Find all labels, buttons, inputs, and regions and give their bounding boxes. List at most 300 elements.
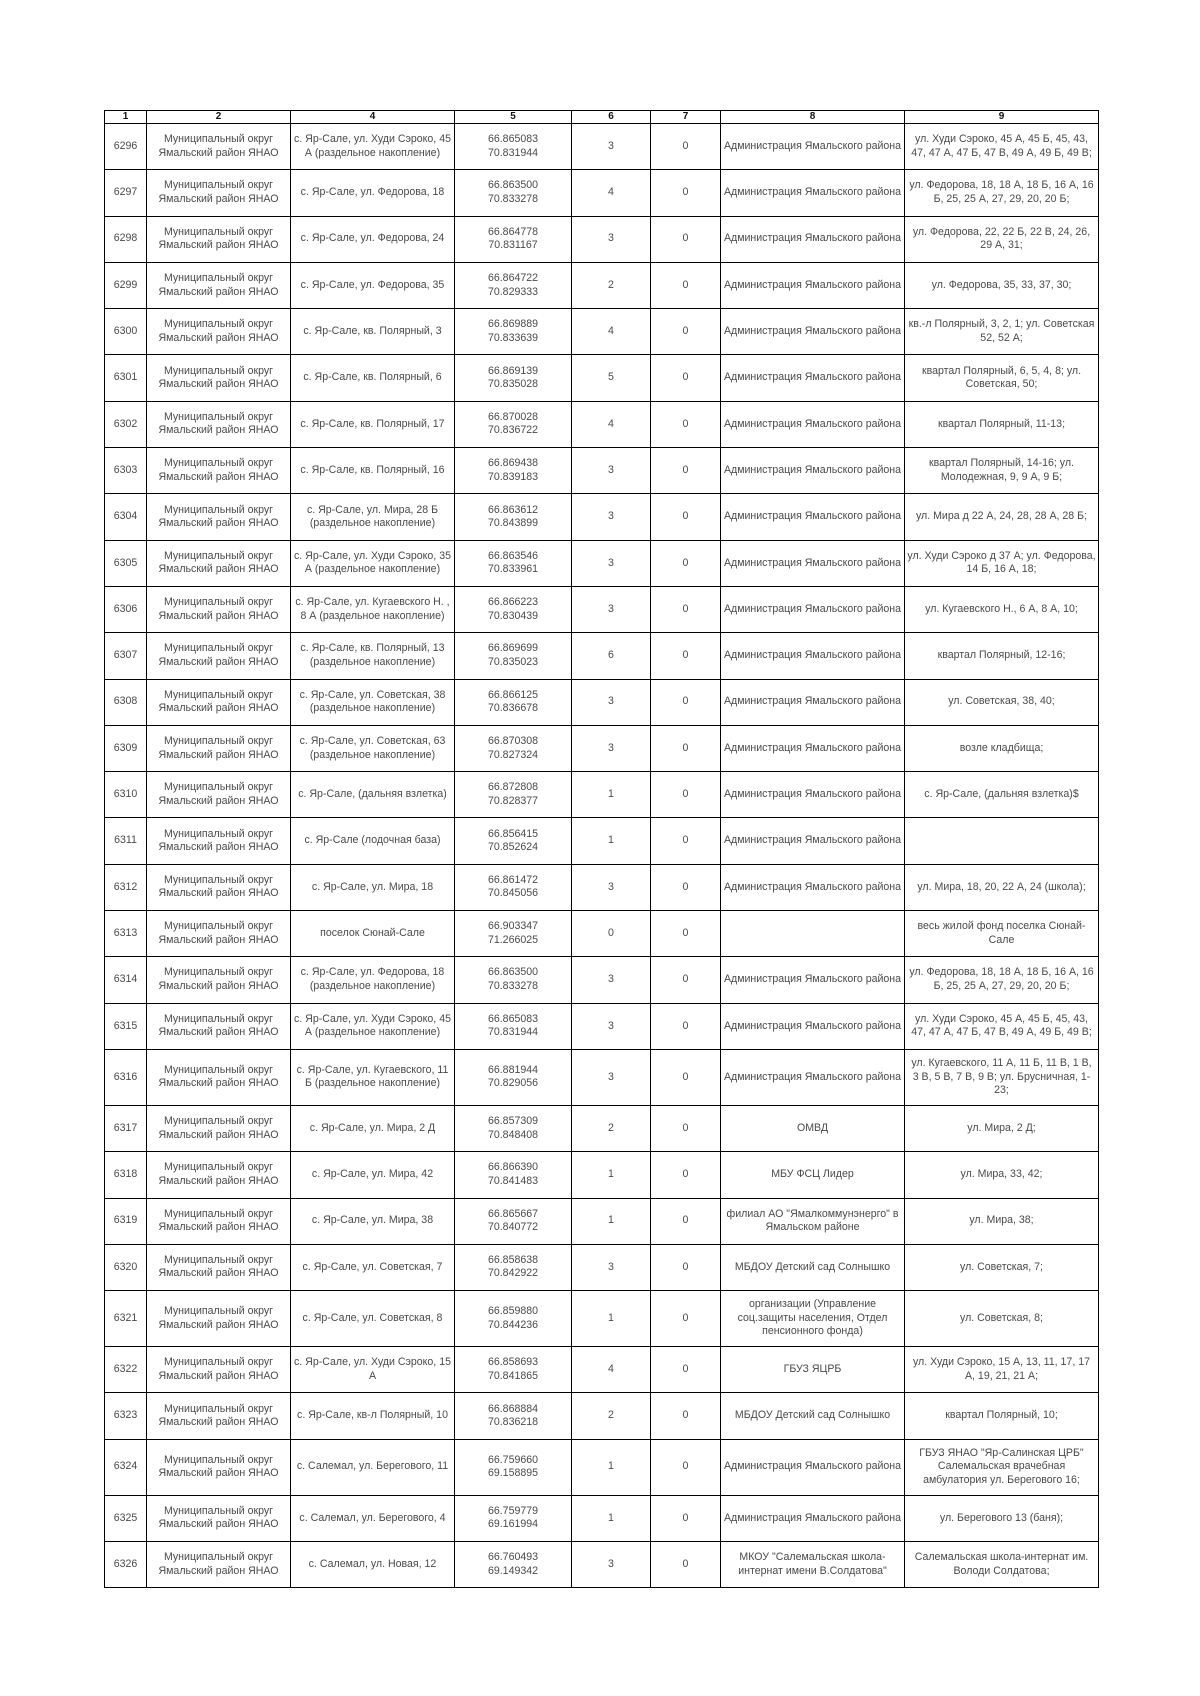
table-row (105, 957, 1099, 1003)
coordinates-cell (455, 540, 572, 586)
row-number-cell: 6307 (105, 633, 147, 679)
address-cell: с. Яр-Сале, кв-л Полярный, 10 (291, 1393, 455, 1439)
address-cell: с. Яр-Сале, кв. Полярный, 16 (291, 448, 455, 494)
district-cell: Муниципальный округ Ямальский район ЯНАО (147, 124, 291, 170)
row-number-cell: 6314 (105, 957, 147, 1003)
longitude-value: 69.158895 (487, 1467, 539, 1480)
organization-cell: Администрация Ямальского района (721, 401, 905, 447)
coordinates-cell (455, 679, 572, 725)
longitude-value: 70.833961 (487, 563, 539, 576)
latitude-value: 66.866125 (487, 688, 539, 701)
served-objects-cell: ул. Мира д 22 А, 24, 28, 28 А, 28 Б; (905, 494, 1099, 540)
organization-cell: ОМВД (721, 1105, 905, 1151)
column-header-7: 7 (651, 111, 721, 124)
address-cell: с. Яр-Сале, ул. Худи Сэроко, 45 А (раздельное накопление) (291, 124, 455, 170)
column-7-cell: 0 (651, 633, 721, 679)
longitude-value: 70.840772 (487, 1221, 539, 1234)
row-number-cell: 6298 (105, 216, 147, 262)
organization-cell: Администрация Ямальского района (721, 864, 905, 910)
address-cell: с. Яр-Сале, ул. Федорова, 24 (291, 216, 455, 262)
table-row (105, 448, 1099, 494)
longitude-value: 70.833278 (487, 192, 539, 205)
row-number-cell: 6296 (105, 124, 147, 170)
address-cell: с. Яр-Сале, кв. Полярный, 13 (раздельное накопление) (291, 633, 455, 679)
latitude-value: 66.870308 (487, 735, 539, 747)
column-7-cell: 0 (651, 1542, 721, 1588)
address-cell: с. Яр-Сале, ул. Федорова, 18 (291, 170, 455, 216)
longitude-value: 70.829333 (487, 285, 539, 298)
organization-cell: организации (Управление соц.защиты населения, Отдел пенсионного фонда) (721, 1291, 905, 1347)
row-number-cell: 6299 (105, 262, 147, 308)
address-cell: с. Яр-Сале, ул. Худи Сэроко, 15 А (291, 1347, 455, 1393)
served-objects-cell: весь жилой фонд поселка Сюнай-Сале (905, 911, 1099, 957)
coordinates-cell (455, 1439, 572, 1495)
organization-cell: Администрация Ямальского района (721, 586, 905, 632)
address-cell: с. Яр-Сале, ул. Кугаевского Н. , 8 А (раздельное накопление) (291, 586, 455, 632)
column-7-cell: 0 (651, 1244, 721, 1290)
column-6-cell: 1 (572, 1152, 651, 1198)
row-number-cell: 6309 (105, 725, 147, 771)
longitude-value: 70.829056 (487, 1077, 539, 1090)
row-number-cell: 6326 (105, 1542, 147, 1588)
served-objects-cell: квартал Полярный, 14-16; ул. Молодежная, 9, 9 А, 9 Б; (905, 448, 1099, 494)
district-cell: Муниципальный округ Ямальский район ЯНАО (147, 725, 291, 771)
district-cell: Муниципальный округ Ямальский район ЯНАО (147, 1003, 291, 1049)
column-6-cell: 3 (572, 679, 651, 725)
row-number-cell: 6305 (105, 540, 147, 586)
latitude-value: 66.869438 (487, 457, 539, 470)
organization-cell: Администрация Ямальского района (721, 1439, 905, 1495)
column-7-cell: 0 (651, 216, 721, 262)
longitude-value: 70.842922 (487, 1267, 539, 1280)
column-7-cell: 0 (651, 1495, 721, 1541)
latitude-value: 66.865083 (487, 1012, 539, 1025)
latitude-value: 66.859880 (487, 1305, 539, 1318)
organization-cell (721, 911, 905, 957)
table-body (105, 124, 1099, 1588)
longitude-value: 70.845056 (487, 887, 539, 900)
column-6-cell: 1 (572, 1439, 651, 1495)
organization-cell: Администрация Ямальского района (721, 124, 905, 170)
address-cell: с. Яр-Сале, ул. Советская, 8 (291, 1291, 455, 1347)
address-cell: с. Салемал, ул. Берегового, 11 (291, 1439, 455, 1495)
table-row (105, 633, 1099, 679)
latitude-value: 66.863500 (487, 179, 539, 192)
latitude-value: 66.881944 (487, 1063, 539, 1076)
longitude-value: 70.827324 (487, 748, 539, 761)
district-cell: Муниципальный округ Ямальский район ЯНАО (147, 864, 291, 910)
table-row (105, 772, 1099, 818)
address-cell: с. Яр-Сале, кв. Полярный, 6 (291, 355, 455, 401)
column-7-cell: 0 (651, 911, 721, 957)
latitude-value: 66.865667 (487, 1207, 539, 1220)
coordinates-cell (455, 216, 572, 262)
organization-cell: Администрация Ямальского района (721, 957, 905, 1003)
address-cell: с. Яр-Сале, ул. Мира, 2 Д (291, 1105, 455, 1151)
table-row (105, 864, 1099, 910)
row-number-cell: 6306 (105, 586, 147, 632)
table-row (105, 401, 1099, 447)
column-7-cell: 0 (651, 494, 721, 540)
coordinates-cell (455, 1105, 572, 1151)
column-6-cell: 1 (572, 772, 651, 818)
district-cell: Муниципальный округ Ямальский район ЯНАО (147, 1244, 291, 1290)
row-number-cell: 6319 (105, 1198, 147, 1244)
table-row (105, 1105, 1099, 1151)
served-objects-cell: ул. Худи Сэроко, 15 А, 13, 11, 17, 17 А, 19, 21, 21 А; (905, 1347, 1099, 1393)
row-number-cell: 6311 (105, 818, 147, 864)
organization-cell: Администрация Ямальского района (721, 540, 905, 586)
column-7-cell: 0 (651, 957, 721, 1003)
row-number-cell: 6323 (105, 1393, 147, 1439)
column-6-cell: 3 (572, 448, 651, 494)
organization-cell: Администрация Ямальского района (721, 216, 905, 262)
longitude-value: 70.831944 (487, 146, 539, 159)
latitude-value: 66.869889 (487, 318, 539, 331)
address-cell: с. Яр-Сале, ул. Мира, 28 Б (раздельное накопление) (291, 494, 455, 540)
address-cell: поселок Сюнай-Сале (291, 911, 455, 957)
coordinates-cell (455, 1198, 572, 1244)
row-number-cell: 6304 (105, 494, 147, 540)
address-cell: с. Салемал, ул. Новая, 12 (291, 1542, 455, 1588)
row-number-cell: 6322 (105, 1347, 147, 1393)
column-7-cell: 0 (651, 1198, 721, 1244)
column-6-cell: 3 (572, 957, 651, 1003)
column-6-cell: 6 (572, 633, 651, 679)
coordinates-cell (455, 124, 572, 170)
district-cell: Муниципальный округ Ямальский район ЯНАО (147, 309, 291, 355)
organization-cell: Администрация Ямальского района (721, 1003, 905, 1049)
column-7-cell: 0 (651, 309, 721, 355)
district-cell: Муниципальный округ Ямальский район ЯНАО (147, 1198, 291, 1244)
column-6-cell: 1 (572, 1291, 651, 1347)
column-6-cell: 2 (572, 1105, 651, 1151)
district-cell: Муниципальный округ Ямальский район ЯНАО (147, 170, 291, 216)
organization-cell: Администрация Ямальского района (721, 818, 905, 864)
address-cell: с. Яр-Сале, ул. Советская, 38 (раздельное накопление) (291, 679, 455, 725)
longitude-value: 70.836218 (487, 1416, 539, 1429)
latitude-value: 66.866223 (487, 596, 539, 609)
column-7-cell: 0 (651, 124, 721, 170)
row-number-cell: 6318 (105, 1152, 147, 1198)
coordinates-cell (455, 355, 572, 401)
table-row (105, 170, 1099, 216)
organization-cell: МБДОУ Детский сад Солнышко (721, 1244, 905, 1290)
address-cell: с. Яр-Сале, ул. Худи Сэроко, 35 А (раздельное накопление) (291, 540, 455, 586)
organization-cell: Администрация Ямальского района (721, 1049, 905, 1105)
served-objects-cell: квартал Полярный, 11-13; (905, 401, 1099, 447)
row-number-cell: 6297 (105, 170, 147, 216)
organization-cell: Администрация Ямальского района (721, 772, 905, 818)
latitude-value: 66.856415 (487, 827, 539, 840)
latitude-value: 66.858693 (487, 1356, 539, 1369)
served-objects-cell: ул. Федорова, 22, 22 Б, 22 В, 24, 26, 29 А, 31; (905, 216, 1099, 262)
column-7-cell: 0 (651, 1291, 721, 1347)
coordinates-cell (455, 864, 572, 910)
organization-cell: Администрация Ямальского района (721, 633, 905, 679)
column-header-8: 8 (721, 111, 905, 124)
district-cell: Муниципальный округ Ямальский район ЯНАО (147, 540, 291, 586)
served-objects-cell: квартал Полярный, 6, 5, 4, 8; ул. Советская, 50; (905, 355, 1099, 401)
latitude-value: 66.869139 (487, 364, 539, 377)
served-objects-cell: ул. Федорова, 18, 18 А, 18 Б, 16 А, 16 Б, 25, 25 А, 27, 29, 20, 20 Б; (905, 957, 1099, 1003)
latitude-value: 66.872808 (487, 781, 539, 794)
latitude-value: 66.864778 (487, 225, 539, 238)
column-7-cell: 0 (651, 401, 721, 447)
table-row (105, 494, 1099, 540)
coordinates-cell (455, 725, 572, 771)
table-row (105, 355, 1099, 401)
row-number-cell: 6320 (105, 1244, 147, 1290)
column-7-cell: 0 (651, 725, 721, 771)
served-objects-cell: ул. Советская, 38, 40; (905, 679, 1099, 725)
column-7-cell: 0 (651, 540, 721, 586)
coordinates-cell (455, 1347, 572, 1393)
coordinates-cell (455, 1542, 572, 1588)
column-6-cell: 3 (572, 586, 651, 632)
coordinates-cell (455, 1244, 572, 1290)
served-objects-cell: ул. Худи Сэроко, 45 А, 45 Б, 45, 43, 47, 47 А, 47 Б, 47 В, 49 А, 49 Б, 49 В; (905, 124, 1099, 170)
latitude-value: 66.863546 (487, 549, 539, 562)
coordinates-cell (455, 401, 572, 447)
column-7-cell: 0 (651, 1152, 721, 1198)
served-objects-cell: ул. Советская, 8; (905, 1291, 1099, 1347)
column-7-cell: 0 (651, 679, 721, 725)
coordinates-cell (455, 818, 572, 864)
address-cell: с. Яр-Сале, (дальняя взлетка) (291, 772, 455, 818)
address-cell: с. Яр-Сале, ул. Советская, 7 (291, 1244, 455, 1290)
latitude-value: 66.858638 (487, 1253, 539, 1266)
district-cell: Муниципальный округ Ямальский район ЯНАО (147, 355, 291, 401)
organization-cell: Администрация Ямальского района (721, 494, 905, 540)
latitude-value: 66.857309 (487, 1115, 539, 1128)
table-row (105, 725, 1099, 771)
served-objects-cell: ул. Худи Сэроко, 45 А, 45 Б, 45, 43, 47, 47 А, 47 Б, 47 В, 49 А, 49 Б, 49 В; (905, 1003, 1099, 1049)
longitude-value: 70.831944 (487, 1026, 539, 1039)
latitude-value: 66.863612 (487, 503, 539, 516)
longitude-value: 70.830439 (487, 609, 539, 622)
column-6-cell: 3 (572, 1542, 651, 1588)
longitude-value: 70.841483 (487, 1174, 539, 1187)
coordinates-cell (455, 262, 572, 308)
longitude-value: 70.835028 (487, 378, 539, 391)
address-cell: с. Яр-Сале, ул. Мира, 38 (291, 1198, 455, 1244)
served-objects-cell: кв.-л Полярный, 3, 2, 1; ул. Советская 52, 52 А; (905, 309, 1099, 355)
table-row (105, 1393, 1099, 1439)
longitude-value: 70.852624 (487, 841, 539, 854)
row-number-cell: 6324 (105, 1439, 147, 1495)
column-7-cell: 0 (651, 1393, 721, 1439)
district-cell: Муниципальный округ Ямальский район ЯНАО (147, 1439, 291, 1495)
latitude-value: 66.865083 (487, 133, 539, 146)
coordinates-cell (455, 1152, 572, 1198)
table-row (105, 586, 1099, 632)
column-7-cell: 0 (651, 1003, 721, 1049)
longitude-value: 70.836678 (487, 702, 539, 715)
column-6-cell: 3 (572, 216, 651, 262)
table-row (105, 679, 1099, 725)
registry-table (104, 110, 1099, 1588)
organization-cell: МКОУ "Салемальская школа-интернат имени В.Солдатова" (721, 1542, 905, 1588)
longitude-value: 70.836722 (487, 424, 539, 437)
coordinates-cell (455, 633, 572, 679)
latitude-value: 66.760493 (487, 1551, 539, 1564)
organization-cell: ГБУЗ ЯЦРБ (721, 1347, 905, 1393)
table-row (105, 1439, 1099, 1495)
coordinates-cell (455, 1495, 572, 1541)
district-cell: Муниципальный округ Ямальский район ЯНАО (147, 772, 291, 818)
table-row (105, 309, 1099, 355)
district-cell: Муниципальный округ Ямальский район ЯНАО (147, 1393, 291, 1439)
row-number-cell: 6302 (105, 401, 147, 447)
column-6-cell: 5 (572, 355, 651, 401)
served-objects-cell: ул. Федорова, 18, 18 А, 18 Б, 16 А, 16 Б, 25, 25 А, 27, 29, 20, 20 Б; (905, 170, 1099, 216)
table-row (105, 1003, 1099, 1049)
longitude-value: 71.266025 (487, 933, 539, 946)
latitude-value: 66.759779 (487, 1504, 539, 1517)
longitude-value: 70.833278 (487, 979, 539, 992)
longitude-value: 70.843899 (487, 517, 539, 530)
served-objects-cell: ул. Кугаевского, 11 А, 11 Б, 11 В, 1 В, 3 В, 5 В, 7 В, 9 В; ул. Брусничная, 1-23; (905, 1049, 1099, 1105)
column-header-6: 6 (572, 111, 651, 124)
district-cell: Муниципальный округ Ямальский район ЯНАО (147, 448, 291, 494)
served-objects-cell: ГБУЗ ЯНАО "Яр-Салинская ЦРБ" Салемальская врачебная амбулатория ул. Берегового 16; (905, 1439, 1099, 1495)
organization-cell: Администрация Ямальского района (721, 448, 905, 494)
row-number-cell: 6321 (105, 1291, 147, 1347)
column-7-cell: 0 (651, 1347, 721, 1393)
longitude-value: 70.831167 (488, 239, 538, 252)
address-cell: с. Яр-Сале (лодочная база) (291, 818, 455, 864)
column-7-cell: 0 (651, 1439, 721, 1495)
coordinates-cell (455, 170, 572, 216)
address-cell: с. Яр-Сале, кв. Полярный, 17 (291, 401, 455, 447)
organization-cell: Администрация Ямальского района (721, 309, 905, 355)
organization-cell: Администрация Ямальского района (721, 170, 905, 216)
coordinates-cell (455, 1291, 572, 1347)
served-objects-cell: квартал Полярный, 12-16; (905, 633, 1099, 679)
address-cell: с. Яр-Сале, ул. Кугаевского, 11 Б (раздельное накопление) (291, 1049, 455, 1105)
coordinates-cell (455, 586, 572, 632)
row-number-cell: 6315 (105, 1003, 147, 1049)
column-header-1: 1 (105, 111, 147, 124)
column-header-5: 5 (455, 111, 572, 124)
district-cell: Муниципальный округ Ямальский район ЯНАО (147, 1347, 291, 1393)
district-cell: Муниципальный округ Ямальский район ЯНАО (147, 494, 291, 540)
table-row (105, 1152, 1099, 1198)
column-header-2: 2 (147, 111, 291, 124)
address-cell: с. Яр-Сале, ул. Худи Сэроко, 45 А (раздельное накопление) (291, 1003, 455, 1049)
column-6-cell: 0 (572, 911, 651, 957)
address-cell: с. Яр-Сале, ул. Федорова, 35 (291, 262, 455, 308)
served-objects-cell: ул. Мира, 38; (905, 1198, 1099, 1244)
served-objects-cell: ул. Берегового 13 (баня); (905, 1495, 1099, 1541)
column-6-cell: 3 (572, 124, 651, 170)
column-7-cell: 0 (651, 448, 721, 494)
district-cell: Муниципальный округ Ямальский район ЯНАО (147, 957, 291, 1003)
district-cell: Муниципальный округ Ямальский район ЯНАО (147, 1542, 291, 1588)
row-number-cell: 6301 (105, 355, 147, 401)
organization-cell: Администрация Ямальского района (721, 355, 905, 401)
coordinates-cell (455, 309, 572, 355)
latitude-value: 66.868884 (487, 1402, 539, 1415)
column-7-cell: 0 (651, 818, 721, 864)
served-objects-cell: ул. Федорова, 35, 33, 37, 30; (905, 262, 1099, 308)
address-cell: с. Яр-Сале, ул. Мира, 18 (291, 864, 455, 910)
latitude-value: 66.903347 (487, 920, 539, 933)
longitude-value: 70.828377 (487, 794, 539, 807)
column-6-cell: 2 (572, 1393, 651, 1439)
column-7-cell: 0 (651, 355, 721, 401)
column-6-cell: 3 (572, 725, 651, 771)
latitude-value: 66.759660 (487, 1453, 539, 1466)
column-6-cell: 4 (572, 170, 651, 216)
row-number-cell: 6300 (105, 309, 147, 355)
served-objects-cell (905, 818, 1099, 864)
served-objects-cell: ул. Мира, 33, 42; (905, 1152, 1099, 1198)
latitude-value: 66.864722 (487, 272, 539, 285)
district-cell: Муниципальный округ Ямальский район ЯНАО (147, 1495, 291, 1541)
table-row (105, 911, 1099, 957)
district-cell: Муниципальный округ Ямальский район ЯНАО (147, 1105, 291, 1151)
district-cell: Муниципальный округ Ямальский район ЯНАО (147, 262, 291, 308)
latitude-value: 66.863500 (487, 966, 539, 979)
organization-cell: Администрация Ямальского района (721, 679, 905, 725)
coordinates-cell (455, 1393, 572, 1439)
column-6-cell: 3 (572, 540, 651, 586)
address-cell: с. Яр-Сале, ул. Советская, 63 (раздельное накопление) (291, 725, 455, 771)
organization-cell: Администрация Ямальского района (721, 262, 905, 308)
column-7-cell: 0 (651, 864, 721, 910)
organization-cell: МБУ ФСЦ Лидер (721, 1152, 905, 1198)
district-cell: Муниципальный округ Ямальский район ЯНАО (147, 401, 291, 447)
row-number-cell: 6310 (105, 772, 147, 818)
column-header-9: 9 (905, 111, 1099, 124)
longitude-value: 70.833639 (487, 331, 539, 344)
address-cell: с. Яр-Сале, кв. Полярный, 3 (291, 309, 455, 355)
longitude-value: 70.835023 (487, 655, 539, 668)
coordinates-cell (455, 1003, 572, 1049)
served-objects-cell: квартал Полярный, 10; (905, 1393, 1099, 1439)
longitude-value: 69.149342 (487, 1564, 539, 1577)
table-row (105, 540, 1099, 586)
district-cell: Муниципальный округ Ямальский район ЯНАО (147, 818, 291, 864)
served-objects-cell: возле кладбища; (905, 725, 1099, 771)
row-number-cell: 6325 (105, 1495, 147, 1541)
district-cell: Муниципальный округ Ямальский район ЯНАО (147, 216, 291, 262)
served-objects-cell: ул. Мира, 18, 20, 22 А, 24 (школа); (905, 864, 1099, 910)
longitude-value: 69.161994 (487, 1518, 539, 1531)
column-6-cell: 3 (572, 1244, 651, 1290)
organization-cell: Администрация Ямальского района (721, 725, 905, 771)
column-7-cell: 0 (651, 586, 721, 632)
coordinates-cell (455, 911, 572, 957)
column-6-cell: 1 (572, 818, 651, 864)
served-objects-cell: ул. Худи Сэроко д 37 А; ул. Федорова, 14 Б, 16 А, 18; (905, 540, 1099, 586)
column-6-cell: 3 (572, 1049, 651, 1105)
column-6-cell: 2 (572, 262, 651, 308)
longitude-value: 70.839183 (487, 470, 539, 483)
row-number-cell: 6317 (105, 1105, 147, 1151)
district-cell: Муниципальный округ Ямальский район ЯНАО (147, 633, 291, 679)
column-6-cell: 1 (572, 1495, 651, 1541)
served-objects-cell: ул. Мира, 2 Д; (905, 1105, 1099, 1151)
table-row (105, 1049, 1099, 1105)
row-number-cell: 6316 (105, 1049, 147, 1105)
district-cell: Муниципальный округ Ямальский район ЯНАО (147, 586, 291, 632)
latitude-value: 66.870028 (487, 410, 539, 423)
column-6-cell: 4 (572, 401, 651, 447)
table-row (105, 1347, 1099, 1393)
